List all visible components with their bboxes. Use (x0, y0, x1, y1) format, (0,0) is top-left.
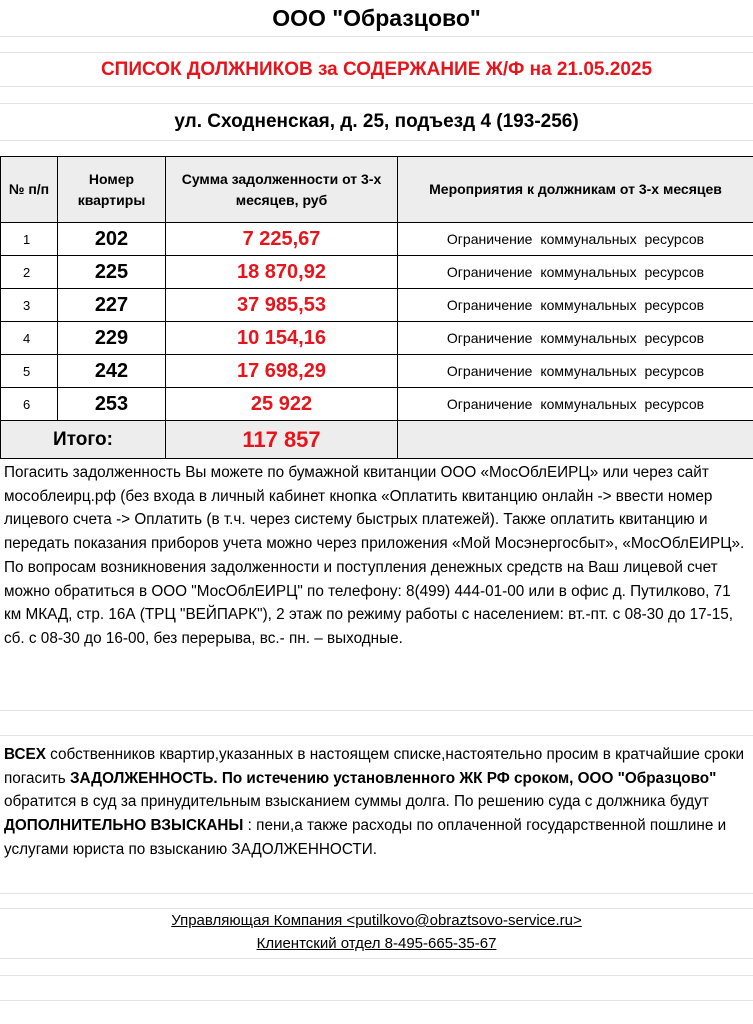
debt-action: Ограничение коммунальных ресурсов (398, 289, 753, 322)
table-row (1, 355, 753, 388)
contact-info: По вопросам возникновения задолженности и поступления денежных средств на Ваш лицевой счет можно обратиться в ООО "МосОблЕИРЦ" по телефону: 8(499) 444-01-00 или в офис д. Путилково, 71 км МКАД, стр. 16А (ТРЦ "ВЕЙПАРК"), 2 этаж по режиму работы с населением: вт.-пт. с 08-30 до 17-15, сб. с 08-30 до 16-00, без перерыва, вс.- пн. – выходные. (4, 558, 733, 647)
all-owners-emphasis: ВСЕХ (4, 746, 46, 763)
company-title: ООО "Образцово" (272, 5, 481, 31)
payment-info (4, 461, 749, 651)
row-number: 6 (1, 388, 58, 421)
table-row (1, 289, 753, 322)
debt-emphasis: ЗАДОЛЖЕННОСТЬ. По истечению установленного ЖК РФ сроком, ООО "Образцово" (69, 769, 717, 787)
debtors-table (0, 156, 753, 459)
address-line: ул. Сходненская, д. 25, подъезд 4 (193-256) (174, 111, 579, 132)
apartment-number: 202 (58, 223, 166, 256)
client-department-phone[interactable]: Клиентский отдел 8-495-665-35-67 (256, 935, 497, 952)
row-number: 1 (1, 223, 58, 256)
total-row (1, 421, 753, 459)
apartment-number: 242 (58, 355, 166, 388)
total-label: Итого: (1, 421, 166, 459)
apartment-number: 229 (58, 322, 166, 355)
debt-amount: 17 698,29 (166, 355, 398, 388)
row-number: 4 (1, 322, 58, 355)
debt-action: Ограничение коммунальных ресурсов (398, 322, 753, 355)
debt-amount: 10 154,16 (166, 322, 398, 355)
debtors-list-title: СПИСОК ДОЛЖНИКОВ за СОДЕРЖАНИЕ Ж/Ф на 21.05.2025 (100, 59, 653, 80)
apartment-number: 227 (58, 289, 166, 322)
payment-instructions: Погасить задолженность Вы можете по бумажной квитанции ООО «МосОблЕИРЦ» или через сайт мособлеирц.рф (без входа в личный кабинет кнопка «Оплатить квитанцию онлайн -> ввести номер лицевого счета -> Оплатить (в т.ч. через систему быстрых платежей). Также оплатить квитанцию и передать показания приборов учета можно через приложения «Мой Мосэнергосбыт», «МосОблЕИРЦ». (4, 464, 745, 553)
row-number: 2 (1, 256, 58, 289)
additional-emphasis: ДОПОЛНИТЕЛЬНО ВЗЫСКАНЫ (4, 817, 244, 835)
debt-action: Ограничение коммунальных ресурсов (398, 355, 753, 388)
management-company-link[interactable]: Управляющая Компания <putilkovo@obraztsovo-service.ru> (171, 912, 582, 929)
row-number: 5 (1, 355, 58, 388)
warning-text-1: собственников квартир,указанных в настоящем списке,настоятельно просим в кратчайшие сроки погасить (4, 746, 745, 787)
col-header-number: № п/п (1, 157, 58, 223)
apartment-number: 253 (58, 388, 166, 421)
debt-action: Ограничение коммунальных ресурсов (398, 223, 753, 256)
total-empty-cell (398, 421, 753, 459)
debt-amount: 7 225,67 (166, 223, 398, 256)
total-amount: 117 857 (166, 421, 398, 459)
owners-warning (4, 743, 749, 862)
warning-text-2: обратится в суд за принудительным взысканием суммы долга. По решению суда с должника будут (4, 793, 709, 811)
table-row (1, 322, 753, 355)
warning-text-3: : пени,а также расходы по оплаченной государственной пошлине и услугами юриста по взысканию ЗАДОЛЖЕННОСТИ. (4, 817, 727, 858)
table-header-row (1, 157, 753, 223)
debt-amount: 18 870,92 (166, 256, 398, 289)
row-number: 3 (1, 289, 58, 322)
table-row (1, 256, 753, 289)
debt-amount: 37 985,53 (166, 289, 398, 322)
col-header-amount: Сумма задолженности от 3-х месяцев, руб (166, 157, 398, 223)
debt-amount: 25 922 (166, 388, 398, 421)
debt-action: Ограничение коммунальных ресурсов (398, 256, 753, 289)
col-header-apartment: Номер квартиры (58, 157, 166, 223)
col-header-action: Мероприятия к должникам от 3-х месяцев (398, 157, 753, 223)
apartment-number: 225 (58, 256, 166, 289)
debt-action: Ограничение коммунальных ресурсов (398, 388, 753, 421)
table-row (1, 388, 753, 421)
table-row (1, 223, 753, 256)
